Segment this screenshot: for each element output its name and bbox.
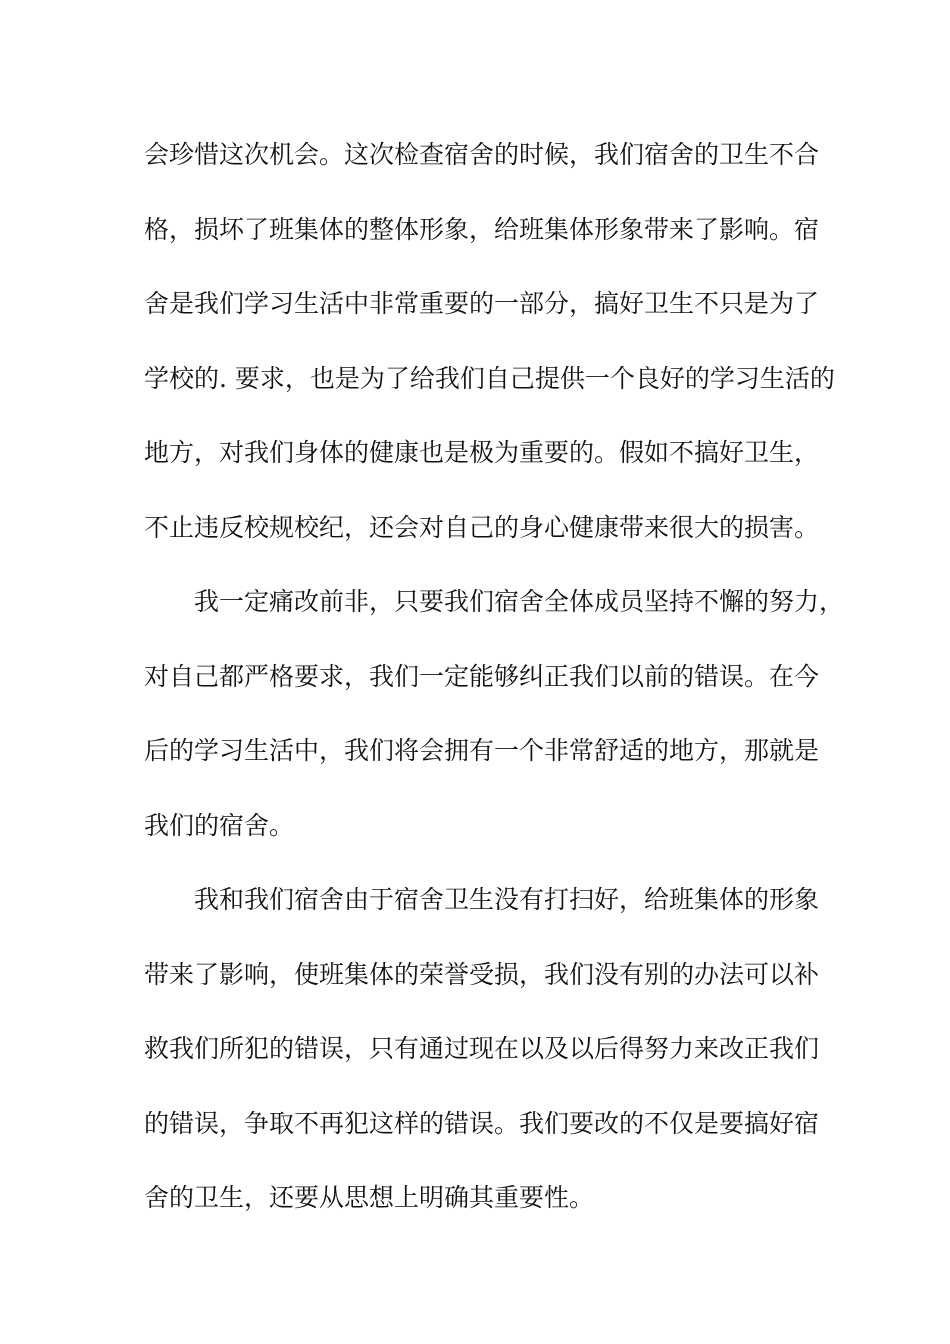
document-body bbox=[144, 118, 845, 1236]
paragraph-3 bbox=[144, 863, 824, 1236]
text-line: 我和我们宿舍由于宿舍卫生没有打扫好，给班集体的形象 bbox=[194, 885, 820, 914]
text-line: 格，损坏了班集体的整体形象，给班集体形象带来了影响。宿 bbox=[144, 214, 820, 244]
paragraph-2 bbox=[144, 565, 845, 863]
text-line: 舍是我们学习生活中非常重要的一部分，搞好卫生不只是为了 bbox=[144, 289, 820, 318]
text-line: 舍的卫生，还要从思想上明确其重要性。 bbox=[144, 1183, 595, 1212]
text-line: 学校的. 要求，也是为了给我们自己提供一个良好的学习生活的 bbox=[144, 363, 835, 393]
text-line: 会珍惜这次机会。这次检查宿舍的时候，我们宿舍的卫生不合 bbox=[144, 140, 820, 169]
text-line: 地方，对我们身体的健康也是极为重要的。假如不搞好卫生， bbox=[144, 438, 820, 467]
text-line: 带来了影响，使班集体的荣誉受损，我们没有别的办法可以补 bbox=[144, 959, 820, 989]
text-line: 我一定痛改前非，只要我们宿舍全体成员坚持不懈的努力， bbox=[194, 587, 845, 616]
paragraph-1 bbox=[144, 118, 835, 565]
text-line: 救我们所犯的错误，只有通过现在以及以后得努力来改正我们 bbox=[144, 1034, 820, 1063]
text-line: 的错误，争取不再犯这样的错误。我们要改的不仅是要搞好宿 bbox=[144, 1108, 820, 1138]
text-line: 我们的宿舍。 bbox=[144, 810, 295, 840]
text-line: 对自己都严格要求，我们一定能够纠正我们以前的错误。在今 bbox=[144, 661, 820, 691]
text-line: 不止违反校规校纪，还会对自己的身心健康带来很大的损害。 bbox=[144, 512, 820, 542]
text-line: 后的学习生活中，我们将会拥有一个非常舒适的地方，那就是 bbox=[144, 736, 820, 765]
